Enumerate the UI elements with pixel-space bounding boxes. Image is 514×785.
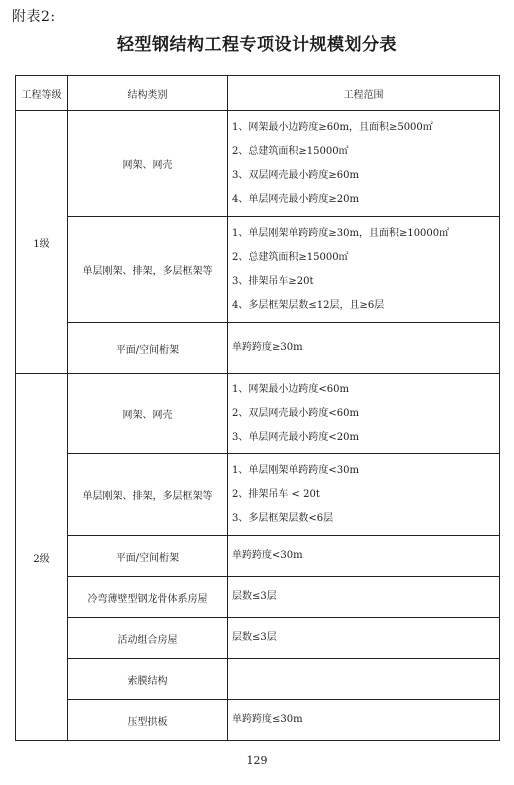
structure-type-cell: 平面/空间桁架	[68, 536, 228, 577]
scope-line: 3、双层网壳最小跨度≥60m	[232, 169, 359, 181]
scope-cell	[228, 454, 500, 536]
grade-1-cell: 1级	[16, 111, 68, 374]
scope-line: 层数≤3层	[232, 632, 277, 643]
structure-type-cell: 网架、网壳	[68, 111, 228, 217]
scope-cell	[228, 323, 500, 374]
structure-type-cell: 索膜结构	[68, 659, 228, 700]
table-row	[16, 618, 500, 659]
structure-type-cell: 单层刚架、排架，多层框架等	[68, 454, 228, 536]
annex-label: 附表2:	[12, 9, 56, 25]
scope-line: 3、单层网壳最小跨度<20m	[232, 431, 359, 443]
scope-cell	[228, 536, 500, 577]
scope-cell	[228, 577, 500, 618]
table-row	[16, 374, 500, 454]
scope-line: 1、单层刚架单跨跨度≥30m，且面积≥10000㎡	[232, 227, 450, 239]
scope-cell	[228, 659, 500, 700]
structure-type-cell: 单层刚架、排架，多层框架等	[68, 217, 228, 323]
table-row	[16, 536, 500, 577]
structure-type-cell: 活动组合房屋	[68, 618, 228, 659]
page-number: 129	[246, 754, 268, 767]
table-row	[16, 323, 500, 374]
header-grade: 工程等级	[16, 76, 68, 111]
scope-line: 层数≤3层	[232, 591, 277, 602]
scope-line: 4、单层网壳最小跨度≥20m	[232, 193, 359, 205]
table-row	[16, 659, 500, 700]
scope-line: 2、排架吊车 < 20t	[232, 488, 320, 500]
scope-line: 2、双层网壳最小跨度<60m	[232, 407, 359, 419]
page-title: 轻型钢结构工程专项设计规模划分表	[117, 35, 397, 55]
scope-cell	[228, 111, 500, 217]
table-row	[16, 217, 500, 323]
table-header-row	[16, 76, 500, 111]
scope-line: 3、排架吊车≥20t	[232, 275, 314, 287]
scope-line: 单跨跨度≤30m	[232, 714, 303, 725]
structure-type-cell: 网架、网壳	[68, 374, 228, 454]
scope-line: 2、总建筑面积≥15000㎡	[232, 145, 349, 157]
scope-cell	[228, 217, 500, 323]
scope-cell	[228, 618, 500, 659]
scope-line: 1、网架最小边跨度<60m	[232, 383, 349, 395]
header-scope: 工程范围	[228, 76, 500, 111]
scope-line: 1、单层刚架单跨跨度<30m	[232, 464, 359, 476]
header-structure-type: 结构类别	[68, 76, 228, 111]
scope-line: 单跨跨度≥30m	[232, 342, 303, 353]
table-row	[16, 454, 500, 536]
grade-2-cell: 2级	[16, 374, 68, 741]
table-row	[16, 111, 500, 217]
scope-line: 3、多层框架层数<6层	[232, 512, 334, 524]
scope-line: 单跨跨度<30m	[232, 550, 303, 561]
structure-type-cell: 压型拱板	[68, 700, 228, 741]
scale-classification-table	[15, 75, 500, 741]
structure-type-cell: 平面/空间桁架	[68, 323, 228, 374]
scope-line: 4、多层框架层数≤12层，且≥6层	[232, 299, 385, 311]
table-row	[16, 700, 500, 741]
structure-type-cell: 冷弯薄壁型钢龙骨体系房屋	[68, 577, 228, 618]
scope-line: 2、总建筑面积≥15000㎡	[232, 251, 349, 263]
scope-cell	[228, 700, 500, 741]
scope-cell	[228, 374, 500, 454]
table-row	[16, 577, 500, 618]
scope-line: 1、网架最小边跨度≥60m，且面积≥5000㎡	[232, 121, 433, 133]
